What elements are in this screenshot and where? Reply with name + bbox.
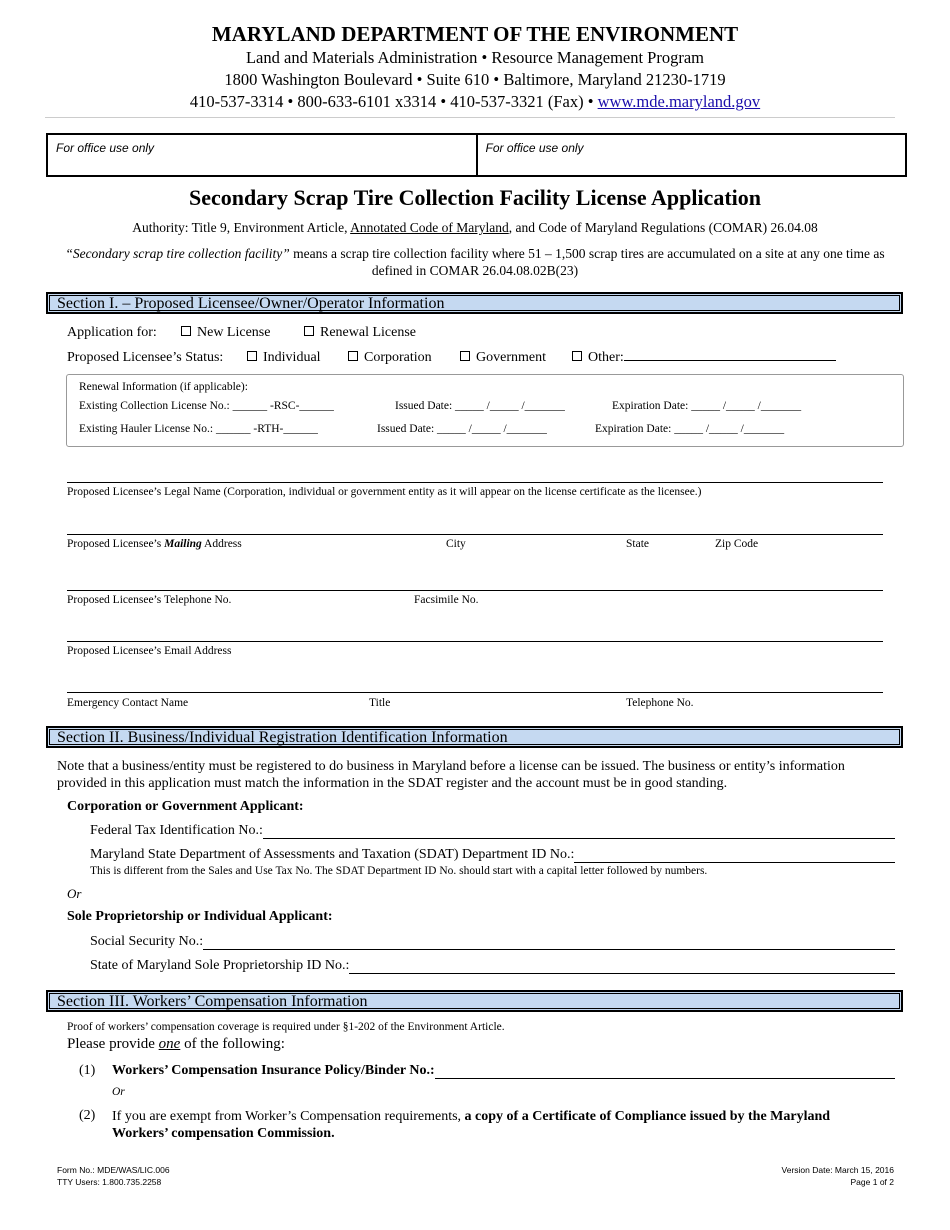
annotated-code: Annotated Code of Maryland [350, 220, 509, 235]
ssn-row [90, 934, 895, 950]
authority: Authority: Title 9, Environment Article, Annotated Code of Maryland, and Code of Maryland Regulations (COMAR) 26.04.08 [132, 220, 818, 235]
emergency-title-label: Title [369, 697, 391, 709]
zip-label: Zip Code [715, 538, 759, 550]
email-field[interactable] [67, 641, 883, 642]
fein-field[interactable] [263, 823, 895, 839]
collection-license-field[interactable]: Existing Collection License No.: ______ -RSC-______ [79, 400, 334, 412]
section-3-header: Section III. Workers’ Compensation Information [46, 990, 903, 1012]
mailing-address-label: Proposed Licensee’s Mailing Address [67, 538, 242, 550]
renewal-info-title: Renewal Information (if applicable): [79, 381, 248, 393]
policy-field[interactable] [435, 1063, 895, 1079]
emergency-phone-label: Telephone No. [626, 697, 694, 709]
legal-name-label: Proposed Licensee’s Legal Name (Corporation, individual or government entity as it will appear on the license certificate as the licensee.) [67, 486, 702, 498]
checkbox-icon [247, 351, 257, 361]
office-use-box [46, 133, 907, 177]
form-title: Secondary Scrap Tire Collection Facility License Application [189, 185, 761, 210]
checkbox-icon [181, 326, 191, 336]
agency-name: MARYLAND DEPARTMENT OF THE ENVIRONMENT [211, 22, 739, 46]
mailing-address-field[interactable] [67, 534, 883, 535]
emergency-contact-label: Emergency Contact Name [67, 697, 189, 709]
email-label: Proposed Licensee’s Email Address [67, 645, 232, 657]
ssn-field[interactable] [203, 934, 895, 950]
item-1-number: (1) [79, 1063, 96, 1078]
sole-id-label: State of Maryland Sole Proprietorship ID No.: [90, 958, 350, 973]
collection-issued-date[interactable]: Issued Date: _____ /_____ /_______ [395, 400, 565, 412]
phone-numbers: 410-537-3314 • 800-633-6101 x3314 • 410-537-3321 (Fax) • [189, 92, 598, 111]
sole-heading: Sole Proprietorship or Individual Applicant: [67, 909, 333, 924]
sdat-label: Maryland State Department of Assessments and Taxation (SDAT) Department ID No.: [90, 847, 575, 862]
checkbox-icon [304, 326, 314, 336]
checkbox-icon [348, 351, 358, 361]
other-checkbox[interactable]: Other: [572, 350, 836, 366]
agency-address: 1800 Washington Boulevard • Suite 610 • Baltimore, Maryland 21230-1719 [224, 70, 726, 89]
sdat-note: This is different from the Sales and Use Tax No. The SDAT Department ID No. should start with a capital letter followed by numbers. [90, 865, 708, 877]
other-field[interactable] [624, 360, 836, 361]
definition: “Secondary scrap tire collection facility” means a scrap tire collection facility where 51 – 1,500 scrap tires are accumulated on a site at any one time as defined in COMAR 26.04.08.02B(23) [65, 246, 885, 278]
sdat-field[interactable] [574, 847, 895, 863]
footer-right [782, 1164, 894, 1188]
hauler-issued-date[interactable]: Issued Date: _____ /_____ /_______ [377, 423, 547, 435]
telephone-field[interactable] [67, 590, 883, 591]
fein-row [90, 823, 895, 839]
policy-label: Workers’ Compensation Insurance Policy/Binder No.: [112, 1063, 435, 1078]
or-separator-2: Or [112, 1086, 125, 1098]
sole-id-row [90, 958, 895, 974]
ssn-label: Social Security No.: [90, 934, 204, 949]
application-for-label: Application for: [67, 325, 157, 340]
emergency-contact-field[interactable] [67, 692, 883, 693]
government-checkbox[interactable]: Government [460, 350, 546, 366]
agency-contacts [0, 92, 950, 112]
definition-term: “Secondary scrap tire collection facility” [65, 246, 290, 261]
or-separator: Or [67, 886, 82, 901]
sole-id-field[interactable] [349, 958, 895, 974]
item-2-number: (2) [79, 1108, 96, 1123]
section-2-header: Section II. Business/Individual Registration Identification Information [46, 726, 903, 748]
proof-note: Proof of workers’ compensation coverage is required under §1-202 of the Environment Article. [67, 1021, 505, 1033]
registration-note: Note that a business/entity must be registered to do business in Maryland before a license can be issued. The business or entity’s information provided in this application must match the information in the SDAT register and the account must be in good standing. [57, 759, 845, 791]
corp-heading: Corporation or Government Applicant: [67, 799, 304, 814]
office-use-cell-right[interactable]: For office use only [485, 141, 584, 155]
renewal-license-checkbox[interactable]: Renewal License [304, 325, 416, 341]
individual-checkbox[interactable]: Individual [247, 350, 321, 366]
header-divider [45, 117, 895, 118]
footer-left [57, 1164, 170, 1188]
checkbox-icon [460, 351, 470, 361]
form-number: Form No.: MDE/WAS/LIC.006 [57, 1165, 170, 1175]
sdat-row [90, 847, 895, 863]
agency-subtitle: Land and Materials Administration • Resource Management Program [245, 48, 705, 67]
hauler-expiration-date[interactable]: Expiration Date: _____ /_____ /_______ [595, 423, 785, 435]
provide-one: Please provide one of the following: [67, 1036, 285, 1052]
version-date: Version Date: March 15, 2016 [781, 1165, 894, 1175]
website-link[interactable]: www.mde.maryland.gov [597, 92, 761, 111]
fein-label: Federal Tax Identification No.: [90, 823, 263, 838]
hauler-license-field[interactable]: Existing Hauler License No.: ______ -RTH-______ [79, 423, 318, 435]
fax-label: Facsimile No. [414, 594, 479, 606]
item-1-row [112, 1063, 895, 1079]
page-number: Page 1 of 2 [850, 1177, 894, 1187]
tty-number: TTY Users: 1.800.735.2258 [57, 1177, 162, 1187]
status-label: Proposed Licensee’s Status: [67, 350, 224, 365]
collection-expiration-date[interactable]: Expiration Date: _____ /_____ /_______ [612, 400, 802, 412]
section-1-header: Section I. – Proposed Licensee/Owner/Operator Information [46, 292, 903, 314]
state-label: State [626, 538, 649, 550]
new-license-checkbox[interactable]: New License [181, 325, 270, 341]
legal-name-field[interactable] [67, 482, 883, 483]
item-2-text: If you are exempt from Worker’s Compensation requirements, a copy of a Certificate of Compliance issued by the Maryland Workers’ compensation Commission. [112, 1109, 831, 1141]
telephone-label: Proposed Licensee’s Telephone No. [67, 594, 232, 606]
office-use-cell-left[interactable]: For office use only [48, 135, 478, 175]
checkbox-icon [572, 351, 582, 361]
city-label: City [446, 538, 466, 550]
corporation-checkbox[interactable]: Corporation [348, 350, 432, 366]
